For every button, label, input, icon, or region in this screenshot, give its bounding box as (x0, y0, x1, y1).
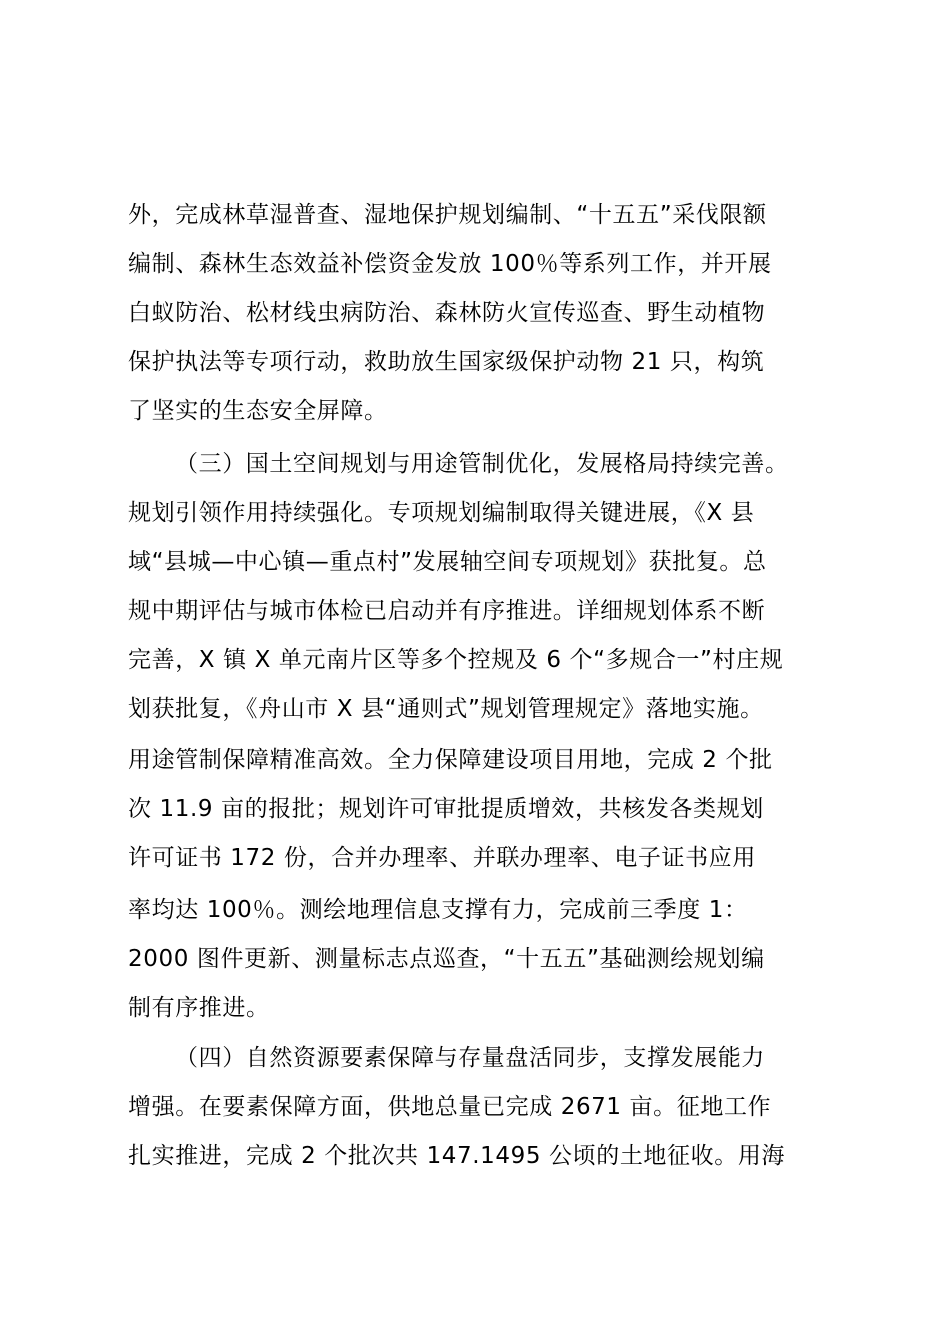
text-line: 次 11.9 亩的报批；规划许可审批提质增效，共核发各类规划 (128, 796, 764, 822)
text-line: 规划引领作用持续强化。专项规划编制取得关键进展，《X 县 (128, 500, 755, 526)
text-line: 白蚁防治、松材线虫病防治、森林防火宣传巡查、野生动植物 (128, 300, 766, 326)
text-line: 用途管制保障精准高效。全力保障建设项目用地，完成 2 个批 (128, 747, 773, 773)
text-line: 率均达 100％。测绘地理信息支撑有力，完成前三季度 1： (128, 897, 748, 923)
text-line: 保护执法等专项行动，救助放生国家级保护动物 21 只，构筑 (128, 349, 765, 375)
text-line: 了坚实的生态安全屏障。 (128, 398, 388, 424)
text-line: 许可证书 172 份，合并办理率、并联办理率、电子证书应用 (128, 845, 756, 871)
text-line: 规中期评估与城市体检已启动并有序推进。详细规划体系不断 (128, 598, 766, 624)
text-line: 域“县城—中心镇—重点村”发展轴空间专项规划》获批复。总 (128, 549, 767, 575)
text-line: 划获批复，《舟山市 X 县“通则式”规划管理规定》落地实施。 (128, 696, 764, 722)
text-line: 外，完成林草湿普查、湿地保护规划编制、“十五五”采伐限额 (128, 202, 767, 228)
text-line: 扎实推进，完成 2 个批次共 147.1495 公顷的土地征收。用海 (128, 1143, 786, 1169)
text-line: 增强。在要素保障方面，供地总量已完成 2671 亩。征地工作 (128, 1094, 772, 1120)
section-heading-3: （三）国土空间规划与用途管制优化，发展格局持续完善。 (175, 451, 789, 477)
text-line: 2000 图件更新、测量标志点巡查，“十五五”基础测绘规划编 (128, 946, 765, 972)
text-line: 完善，X 镇 X 单元南片区等多个控规及 6 个“多规合一”村庄规 (128, 647, 784, 673)
section-heading-4: （四）自然资源要素保障与存量盘活同步，支撑发展能力 (175, 1045, 765, 1071)
text-line: 制有序推进。 (128, 995, 270, 1021)
text-line: 编制、森林生态效益补偿资金发放 100％等系列工作，并开展 (128, 251, 772, 277)
